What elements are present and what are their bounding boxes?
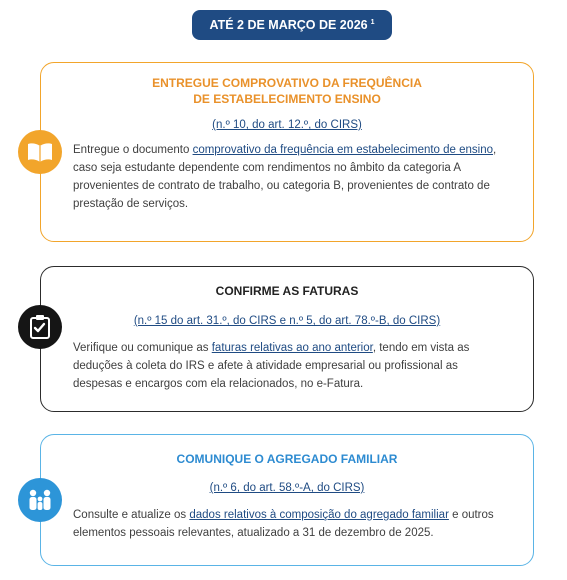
checklist-icon xyxy=(18,305,62,349)
invoices-link[interactable]: faturas relativas ao ano anterior xyxy=(211,342,373,354)
card-body xyxy=(41,506,533,542)
body-text: Verifique ou comunique as xyxy=(73,342,212,354)
card-title xyxy=(41,75,533,107)
family-icon xyxy=(18,478,62,522)
legal-reference-link[interactable]: (n.º 10, do art. 12.º, do CIRS) xyxy=(212,119,362,131)
body-text: , tendo em vista as deduções à coleta do IRS e afete à atividade empresarial ou profissional as despesas e encargos com ela relacionados, no e-Fatura. xyxy=(73,342,470,390)
household-link[interactable]: dados relativos à composição do agregado familiar xyxy=(189,509,449,521)
document-link[interactable]: comprovativo da frequência em estabelecimento de ensino xyxy=(192,144,494,156)
card-household xyxy=(40,434,534,566)
body-text: e outros elementos pessoais relevantes, atualizado a 31 de dezembro de 2025. xyxy=(73,509,494,539)
legal-reference-link[interactable]: (n.º 15 do art. 31.º, do CIRS e n.º 5, do art. 78.º-B, do CIRS) xyxy=(133,315,441,327)
card-title-line2: DE ESTABELECIMENTO ENSINO xyxy=(193,92,381,106)
footnote-marker: 1 xyxy=(370,18,375,26)
deadline-badge xyxy=(192,10,392,40)
card-body xyxy=(41,141,533,213)
card-title: CONFIRME AS FATURAS xyxy=(215,284,359,298)
card-school-attendance xyxy=(40,62,534,242)
card-title-line1: ENTREGUE COMPROVATIVO DA FREQUÊNCIA xyxy=(152,76,422,90)
card-confirm-invoices xyxy=(40,266,534,412)
book-icon xyxy=(18,130,62,174)
legal-reference-link[interactable]: (n.º 6, do art. 58.º-A, do CIRS) xyxy=(209,482,365,494)
card-body xyxy=(41,339,533,393)
body-text: Consulte e atualize os xyxy=(73,509,190,521)
deadline-label: ATÉ 2 DE MARÇO DE 2026 xyxy=(209,18,368,32)
body-text: , caso seja estudante dependente com rendimentos no âmbito da categoria A provenientes de contrato de trabalho, ou categoria B, provenientes de contrato de prestação de serviços. xyxy=(73,144,497,210)
body-text: Entregue o documento xyxy=(73,144,193,156)
card-title: COMUNIQUE O AGREGADO FAMILIAR xyxy=(176,452,398,466)
